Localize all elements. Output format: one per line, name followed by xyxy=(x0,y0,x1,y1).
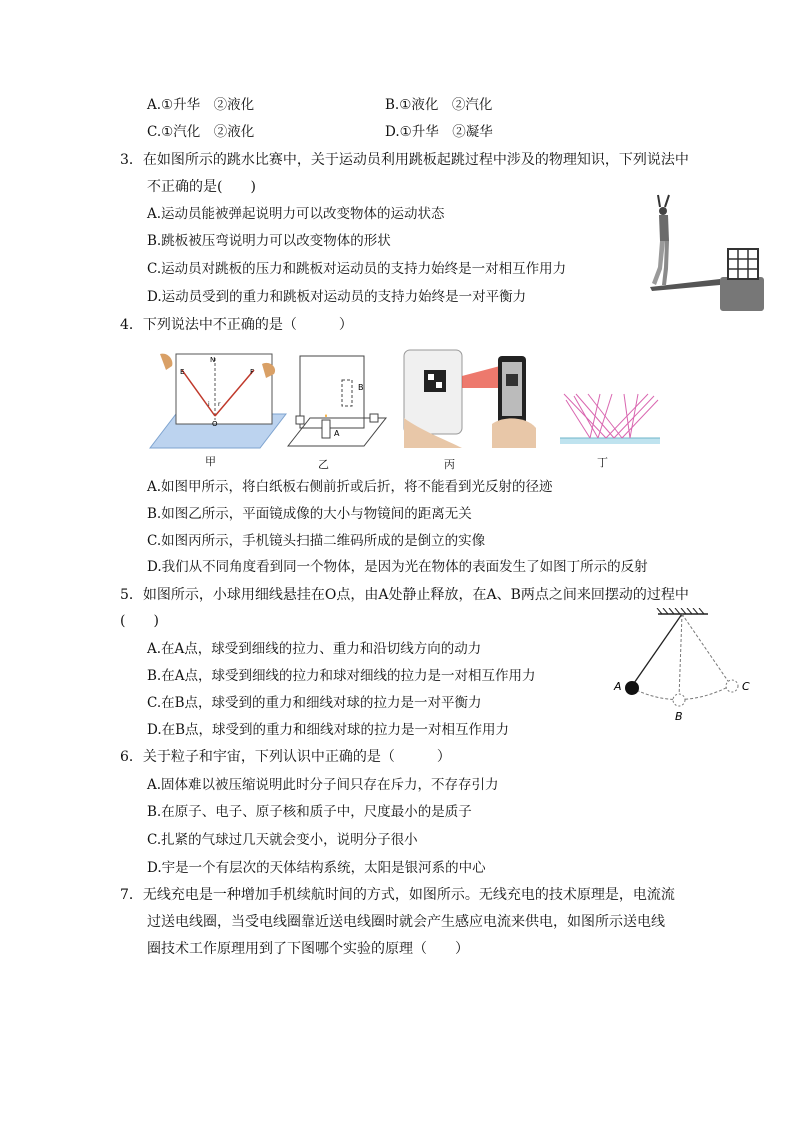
q3-option-c: C.运动员对跳板的压力和跳板对运动员的支持力始终是一对相互作用力 xyxy=(147,261,567,277)
q5-stem-line1: 5．如图所示，小球用细线悬挂在O点，由A处静止释放，在A、B两点之间来回摆动的过程中 xyxy=(120,587,689,603)
q5-option-c: C.在B点，球受到的重力和细线对球的拉力是一对平衡力 xyxy=(147,695,482,711)
q5-option-b: B.在A点，球受到细线的拉力和球对细线的拉力是一对相互作用力 xyxy=(147,668,536,684)
q3-option-a: A.运动员能被弹起说明力可以改变物体的运动状态 xyxy=(147,206,445,222)
figure-yi-plane-mirror xyxy=(286,352,390,450)
caption-jia: 甲 xyxy=(205,455,216,468)
caption-ding: 丁 xyxy=(597,456,608,469)
q6-option-a: A.固体难以被压缩说明此时分子间只存在斥力，不存存引力 xyxy=(147,777,499,793)
q4-option-d: D.我们从不同角度看到同一个物体，是因为光在物体的表面发生了如图丁所示的反射 xyxy=(147,559,648,575)
ball-at-c xyxy=(726,680,738,692)
label-f: F xyxy=(250,368,255,376)
label-i: i xyxy=(208,401,210,408)
figure-bing-qr-scan xyxy=(400,344,538,452)
label-b: B xyxy=(358,383,364,392)
q3-option-d: D.运动员受到的重力和跳板对运动员的支持力始终是一对平衡力 xyxy=(147,289,527,305)
diver-illustration xyxy=(652,195,669,285)
q4-stem: 4．下列说法中不正确的是（ ） xyxy=(120,317,353,333)
q4-option-a: A.如图甲所示，将白纸板右侧前折或后折，将不能看到光反射的径迹 xyxy=(147,479,553,495)
ball-at-a xyxy=(625,681,639,695)
q2-option-d: D.①升华 ②凝华 xyxy=(385,124,493,140)
q5-option-a: A.在A点，球受到细线的拉力、重力和沿切线方向的动力 xyxy=(147,641,482,657)
q4-option-b: B.如图乙所示，平面镜成像的大小与物镜间的距离无关 xyxy=(147,506,472,522)
q6-option-d: D.宇是一个有层次的天体结构系统，太阳是银河系的中心 xyxy=(147,860,486,876)
q7-stem-line1: 7．无线充电是一种增加手机续航时间的方式，如图所示。无线充电的技术原理是，电流流 xyxy=(120,887,675,903)
q2-option-c: C.①汽化 ②液化 xyxy=(147,124,255,140)
q4-option-c: C.如图丙所示，手机镜头扫描二维码所成的是倒立的实像 xyxy=(147,533,486,549)
q2-option-a: A.①升华 ②液化 xyxy=(147,97,255,113)
q5-option-d: D.在B点，球受到的重力和细线对球的拉力是一对相互作用力 xyxy=(147,722,510,738)
q6-stem: 6．关于粒子和宇宙，下列认识中正确的是（ ） xyxy=(120,749,451,765)
figure-ding-diffuse-reflection xyxy=(560,390,660,448)
label-point-c: C xyxy=(742,680,750,693)
q6-option-b: B.在原子、电子、原子核和质子中，尺度最小的是质子 xyxy=(147,804,472,820)
q6-option-c: C.扎紧的气球过几天就会变小，说明分子很小 xyxy=(147,832,418,848)
board-base xyxy=(720,277,764,311)
q5-stem-line2: ( ) xyxy=(120,613,159,629)
ball-at-b xyxy=(673,694,685,706)
diving-board-figure xyxy=(638,193,774,313)
label-e: E xyxy=(180,368,185,376)
label-point-b: B xyxy=(675,710,683,723)
label-point-a: A xyxy=(614,680,622,693)
springboard xyxy=(650,279,720,291)
q7-stem-line2: 过送电线圈，当受电线圈靠近送电线圈时就会产生感应电流来供电，如图所示送电线 xyxy=(147,914,665,930)
q3-stem-line2: 不正确的是( ) xyxy=(147,179,256,195)
label-r: r xyxy=(218,401,221,408)
q2-option-b: B.①液化 ②汽化 xyxy=(385,97,493,113)
label-o: O xyxy=(212,420,218,428)
label-n: N xyxy=(210,356,216,364)
caption-yi: 乙 xyxy=(318,458,329,471)
label-a: A xyxy=(334,429,340,438)
railing-grid xyxy=(728,249,758,279)
q3-option-b: B.跳板被压弯说明力可以改变物体的形状 xyxy=(147,233,391,249)
pendulum-figure xyxy=(612,608,760,724)
figure-jia-reflection-board xyxy=(146,350,288,450)
caption-bing: 丙 xyxy=(444,458,455,471)
q7-stem-line3: 圈技术工作原理用到了下图哪个实验的原理（ ） xyxy=(147,941,469,957)
q3-stem-line1: 3．在如图所示的跳水比赛中，关于运动员利用跳板起跳过程中涉及的物理知识，下列说法中 xyxy=(120,152,689,168)
